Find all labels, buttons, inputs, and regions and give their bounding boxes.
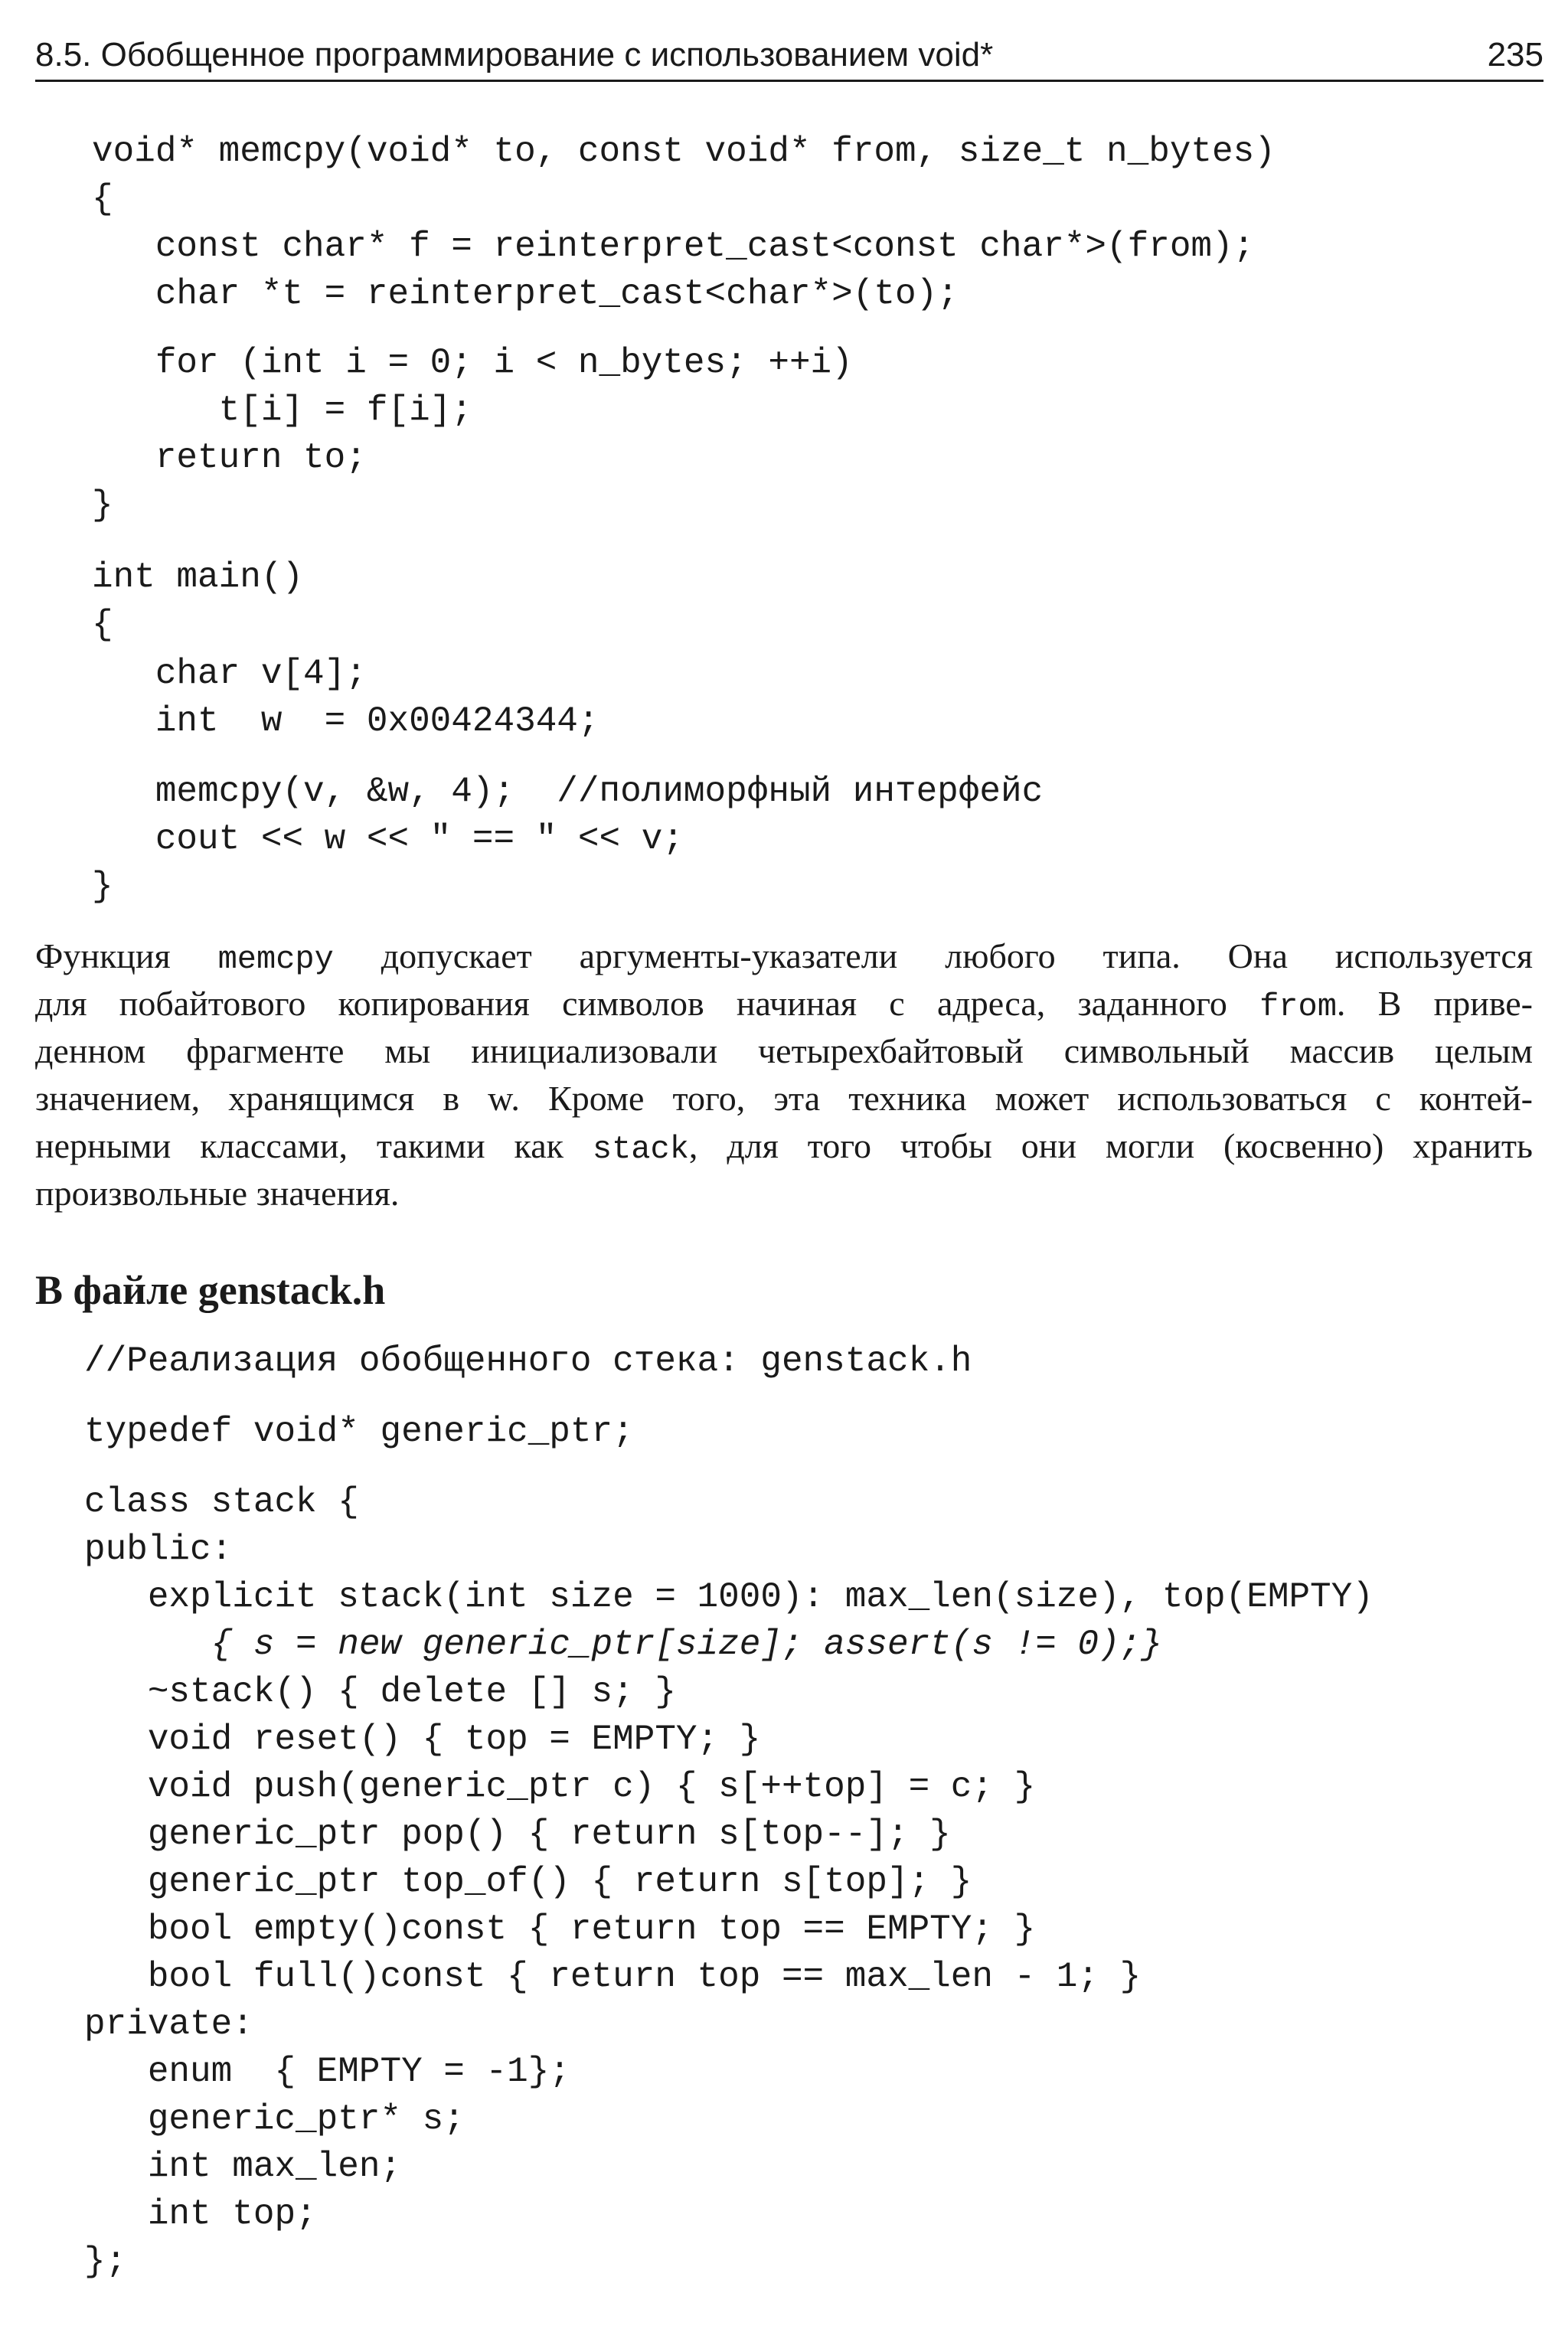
text-run: нерными классами, такими как <box>35 1126 593 1165</box>
body-paragraph <box>35 933 1533 1217</box>
code-line: enum { EMPTY = -1}; <box>84 2052 570 2092</box>
paragraph-line: денном фрагменте мы инициализовали четырехбайтовый символьный массив целым <box>35 1031 1533 1070</box>
code-line: t[i] = f[i]; <box>92 390 472 430</box>
code-line: ~stack() { delete [] s; } <box>84 1672 676 1712</box>
code-line: generic_ptr pop() { return s[top--]; } <box>84 1814 951 1854</box>
running-title: 8.5. Обобщенное программирование с использованием void* <box>35 36 994 73</box>
code-line: }; <box>84 2242 127 2282</box>
code-line: { <box>92 179 113 219</box>
text-run: . Кроме того, эта техника может использоваться с контей- <box>511 1079 1533 1118</box>
code-line: class stack { <box>84 1482 359 1522</box>
code-line: { <box>92 605 113 645</box>
paragraph-line: произвольные значения. <box>35 1174 400 1213</box>
text-run: Функция <box>35 936 218 975</box>
code-line: for (int i = 0; i < n_bytes; ++i) <box>92 343 853 383</box>
text-run: значением, хранящимся в <box>35 1079 488 1118</box>
text-run: для побайтового копирования символов начиная с адреса, заданного <box>35 984 1260 1023</box>
paragraph-line <box>35 1075 1533 1122</box>
inline-code: stack <box>592 1131 689 1168</box>
code-line: memcpy(v, &w, 4); //полиморфный интерфейс <box>92 772 1044 812</box>
paragraph-line <box>35 980 1533 1027</box>
text-run: . В приве- <box>1336 984 1533 1023</box>
code-line: { s = new generic_ptr[size]; assert(s != 0);} <box>84 1625 1162 1664</box>
code-line: int max_len; <box>84 2147 402 2187</box>
inline-code: w <box>488 1079 511 1118</box>
text-run: допускает аргументы-указатели любого типа. Она используется <box>333 936 1533 975</box>
code-block-memcpy <box>92 130 1531 926</box>
code-line: void reset() { top = EMPTY; } <box>84 1720 761 1759</box>
code-line: typedef void* generic_ptr; <box>84 1412 634 1452</box>
code-line: void push(generic_ptr c) { s[++top] = c; } <box>84 1767 1036 1807</box>
code-line: private: <box>84 2004 253 2044</box>
code-line: cout << w << " == " << v; <box>92 819 684 859</box>
page-number: 235 <box>1487 36 1544 73</box>
section-heading: В файле genstack.h <box>35 1267 386 1313</box>
code-line: int main() <box>92 557 304 597</box>
code-block-genstack <box>84 1340 1539 2297</box>
code-line: int top; <box>84 2194 317 2234</box>
code-line: return to; <box>92 438 367 478</box>
code-line: char *t = reinterpret_cast<char*>(to); <box>92 274 959 314</box>
code-line: const char* f = reinterpret_cast<const char*>(from); <box>92 227 1255 266</box>
code-line: char v[4]; <box>92 654 367 694</box>
code-line: public: <box>84 1530 233 1569</box>
code-line: bool full()const { return top == max_len - 1; } <box>84 1957 1142 1997</box>
inline-code: memcpy <box>217 941 334 978</box>
page-header <box>35 31 1544 82</box>
code-line: } <box>92 485 113 525</box>
code-line: generic_ptr top_of() { return s[top]; } <box>84 1862 972 1902</box>
code-line: } <box>92 867 113 906</box>
text-run: , для того чтобы они могли (косвенно) хранить <box>688 1126 1533 1165</box>
code-line: void* memcpy(void* to, const void* from, size_t n_bytes) <box>92 132 1276 171</box>
paragraph-line <box>35 1122 1533 1170</box>
paragraph-line <box>35 933 1533 980</box>
code-line: bool empty()const { return top == EMPTY; } <box>84 1909 1036 1949</box>
code-line: generic_ptr* s; <box>84 2099 465 2139</box>
inline-code: from <box>1259 988 1337 1025</box>
code-line: explicit stack(int size = 1000): max_len(size), top(EMPTY) <box>84 1577 1374 1617</box>
code-line: int w = 0x00424344; <box>92 701 599 741</box>
code-line: //Реализация обобщенного стека: genstack.h <box>84 1341 972 1381</box>
